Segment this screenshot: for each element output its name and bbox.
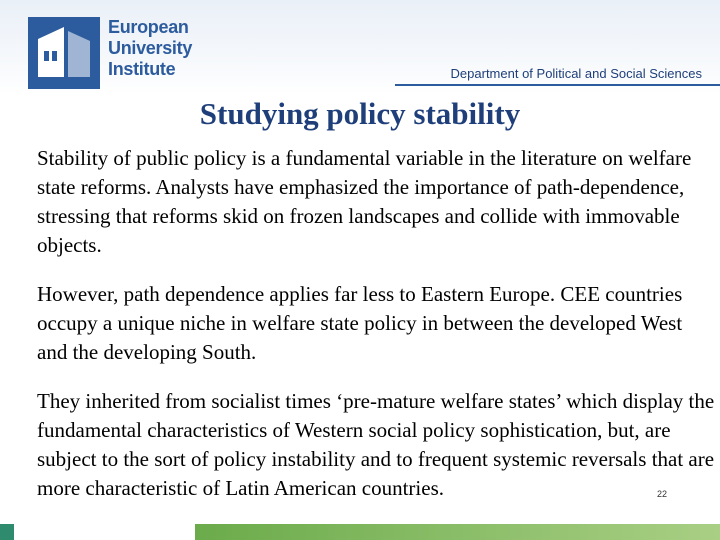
slide-body	[37, 144, 717, 523]
slide-title: Studying policy stability	[199, 96, 521, 131]
department-name: Department of Political and Social Sciences	[450, 66, 702, 81]
footer-bar	[0, 524, 720, 540]
logo-line-2: University	[108, 38, 193, 58]
logo-line-3: Institute	[108, 59, 176, 79]
paragraph-path-dependence: However, path dependence applies far less to Eastern Europe. CEE countries occupy a unique niche in welfare state policy in between the developed West and the developing South.	[37, 282, 683, 364]
logo-line-1: European	[108, 17, 189, 37]
paragraph-stability: Stability of public policy is a fundamental variable in the literature on welfare state reforms. Analysts have emphasized the importance of path-dependence, stressing that reforms skid on frozen landscapes and collide with immovable objects.	[37, 146, 692, 257]
logo-wordmark	[108, 17, 192, 80]
paragraph-inheritance: They inherited from socialist times ‘pre-mature welfare states’ which display the fundamental characteristics of Western social policy sophistication, but, are subject to the sort of policy instability and to frequent systemic reversals that are more characteristic of Latin American countries.	[37, 389, 715, 500]
logo-icon	[28, 17, 100, 89]
header-divider	[395, 84, 720, 86]
page-number: 22	[657, 489, 668, 499]
